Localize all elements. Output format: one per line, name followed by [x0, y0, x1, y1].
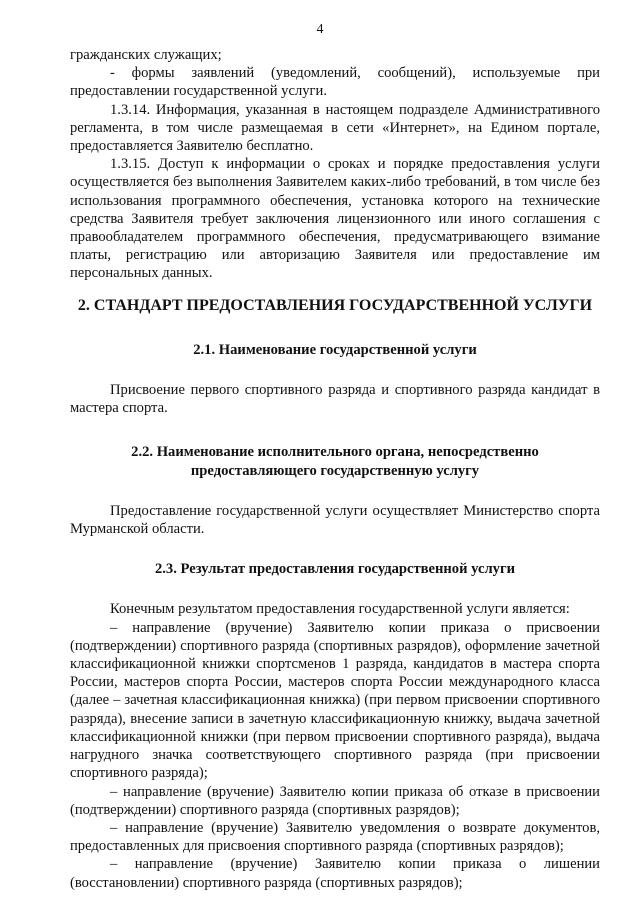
paragraph: 1.3.15. Доступ к информации о сроках и порядке предоставления услуги осуществляется без выполнения Заявителем каких-либо требований, в том числе без использования программного обеспечения, установка которого на технические средства Заявителя требует заключения лицензионного или иного соглашения с правообладателем программного обеспечения, предусматривающего взимание платы, регистрацию или авторизацию Заявителя или предоставление им персональных данных.: [70, 156, 600, 282]
section-title: 2. СТАНДАРТ ПРЕДОСТАВЛЕНИЯ ГОСУДАРСТВЕННОЙ УСЛУГИ: [77, 296, 593, 314]
paragraph: 1.3.14. Информация, указанная в настоящем подразделе Административного регламента, в том числе размещаемая в сети «Интернет», на Едином портале, предоставляется Заявителю бесплатно.: [70, 101, 600, 155]
subsection-title-line: 2.2. Наименование исполнительного органа, непосредственно: [131, 444, 539, 461]
list-item: – направление (вручение) Заявителю копии приказа о присвоении (подтверждении) спортивного разряда (спортивных разрядов), оформление зачетной классификационной книжки спортсменов 1 разряда, кандидатов в мастера спорта России, мастеров спорта России, мастеров спорта России международного класса (далее – зачетная классификационная книжка) (при первом присвоении спортивного разряда), внесение записи в зачетную классификационную книжку, выдача зачетной классификационной книжки (при первом присвоении спортивного разряда), выдача нагрудного значка соответствующего спортивного разряда (при присвоении спортивного разряда);: [70, 619, 600, 782]
paragraph: гражданских служащих;: [70, 47, 222, 63]
document-body: [70, 46, 600, 892]
list-item: – направление (вручение) Заявителю копии приказа о лишении (восстановлении) спортивного разряда (спортивных разрядов);: [70, 856, 600, 891]
subsection-title-2-3: 2.3. Результат предоставления государственной услуги: [154, 561, 516, 578]
paragraph: Конечным результатом предоставления государственной услуги является:: [110, 601, 570, 618]
list-item: – направление (вручение) Заявителю копии приказа об отказе в присвоении (подтверждении) спортивного разряда (спортивных разрядов);: [70, 783, 600, 818]
page-number: 4: [316, 22, 324, 37]
subsection-title-line: предоставляющего государственную услугу: [190, 462, 480, 479]
subsection-title-2-1: 2.1. Наименование государственной услуги: [193, 341, 477, 358]
list-item: – направление (вручение) Заявителю уведомления о возврате документов, предоставленных для присвоения спортивного разряда (спортивных разрядов);: [70, 819, 600, 855]
paragraph: Предоставление государственной услуги осуществляет Министерство спорта Мурманской области.: [70, 502, 600, 538]
subsection-title-2-2: [70, 443, 600, 479]
paragraph: Присвоение первого спортивного разряда и спортивного разряда кандидат в мастера спорта.: [70, 382, 600, 417]
paragraph: - формы заявлений (уведомлений, сообщений), используемые при предоставлении государственной услуги.: [70, 65, 600, 100]
